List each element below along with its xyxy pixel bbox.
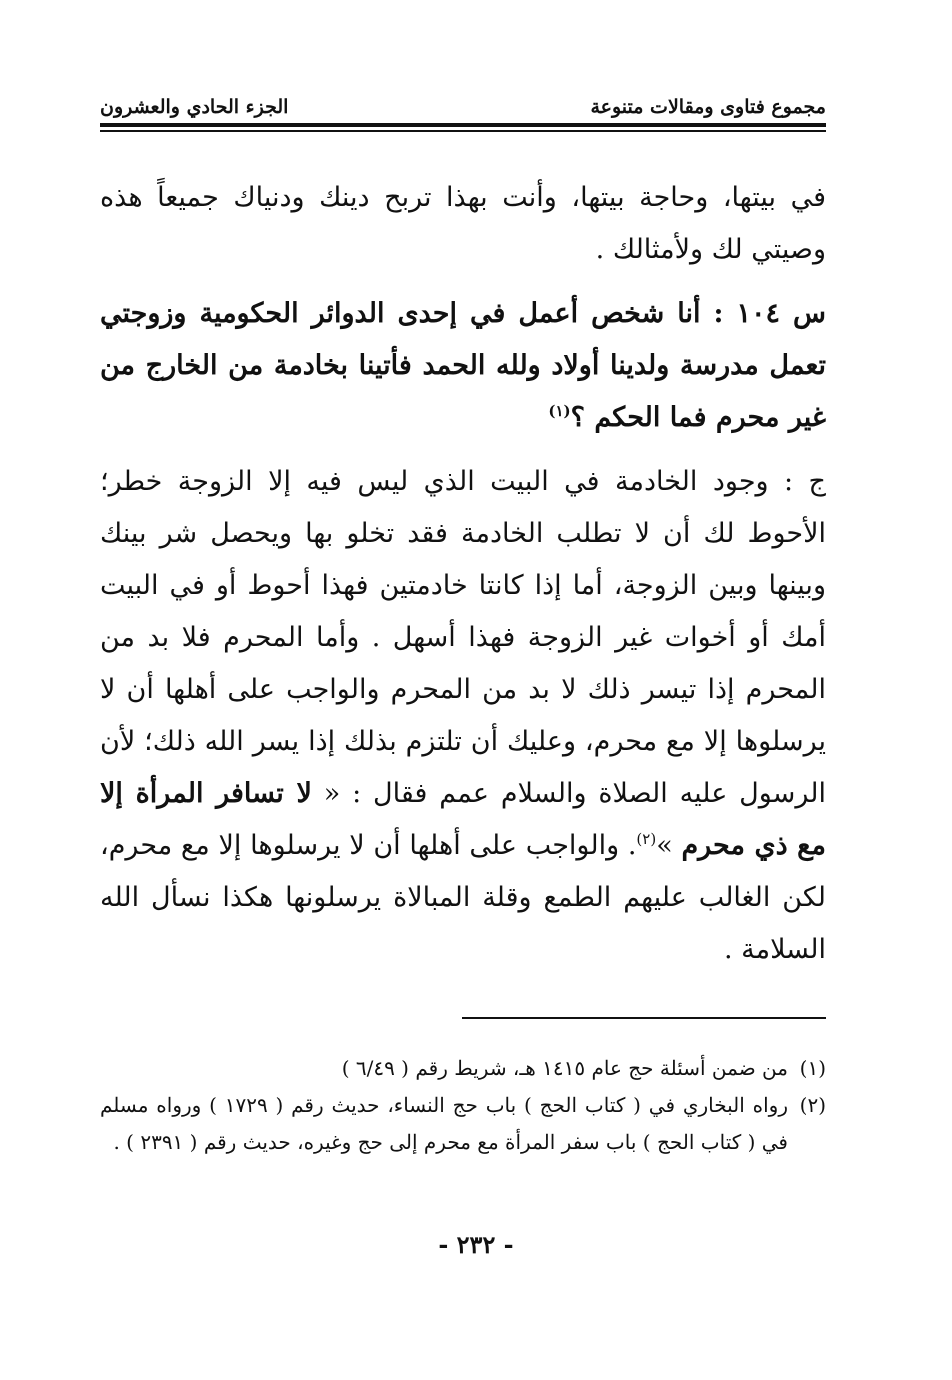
continuation-paragraph: في بيتها، وحاجة بيتها، وأنت بهذا تربح دينك ودنياك جميعاً هذه وصيتي لك ولأمثالك . xyxy=(100,182,826,265)
hadith-close: » xyxy=(656,830,682,861)
book-title: مجموع فتاوى ومقالات متنوعة xyxy=(590,96,826,118)
footnote-ref-1: (١) xyxy=(548,402,571,420)
footnote-2 xyxy=(100,1087,826,1161)
question-text: س ١٠٤ : أنا شخص أعمل في إحدى الدوائر الحكومية وزوجتي تعمل مدرسة ولدينا أولاد ولله الحمد فأتينا بخادمة من الخارج من غير محرم فما الحكم ؟ xyxy=(100,298,826,433)
footnote-1 xyxy=(100,1050,826,1087)
footnote-rule xyxy=(462,1017,826,1019)
answer-paragraph xyxy=(100,456,826,976)
page-number: - ٢٣٢ - xyxy=(438,1230,514,1259)
footnote-number: (١) xyxy=(799,1056,826,1080)
question-paragraph xyxy=(100,288,826,444)
footnote-ref-2: (٢) xyxy=(636,830,657,848)
volume-title: الجزء الحادي والعشرون xyxy=(100,96,289,118)
footnote-text: من ضمن أسئلة حج عام ١٤١٥ هـ، شريط رقم ( ٦/٤٩ ) xyxy=(341,1056,788,1080)
footnotes xyxy=(100,1050,826,1161)
header-rule-thick xyxy=(100,123,826,127)
hadith-quote: لا تسافر المرأة إلا مع ذي محرم xyxy=(100,778,826,861)
main-text xyxy=(100,172,826,976)
header-rule-thin xyxy=(100,130,826,132)
running-header xyxy=(100,88,826,118)
answer-text-part2: . والواجب على أهلها أن لا يرسلوها إلا مع محرم، لكن الغالب عليهم الطمع وقلة المبالاة يرسلونها هكذا نسأل الله السلامة . xyxy=(100,830,826,965)
footnote-text: رواه البخاري في ( كتاب الحج ) باب حج النساء، حديث رقم ( ١٧٢٩ ) ورواه مسلم في ( كتاب الحج ) باب سفر المرأة مع محرم إلى حج وغيره، حديث رقم ( ٢٣٩١ ) . xyxy=(100,1093,788,1154)
answer-text-part1: ج : وجود الخادمة في البيت الذي ليس فيه إلا الزوجة خطر؛ الأحوط لك أن لا تطلب الخادمة فقد تخلو بها ويحصل شر بينك وبينها وبين الزوجة، أما إذا كانتا خادمتين فهذا أحوط أو في البيت أمك أو أخوات غير الزوجة فهذا أسهل . وأما المحرم فلا بد من المحرم إذا تيسر ذلك لا بد من المحرم والواجب على أهلها أن لا يرسلوها إلا مع محرم، وعليك أن تلتزم بذلك إذا يسر الله ذلك؛ لأن الرسول عليه الصلاة والسلام عمم فقال : « xyxy=(100,466,826,809)
footnote-number: (٢) xyxy=(799,1093,826,1117)
